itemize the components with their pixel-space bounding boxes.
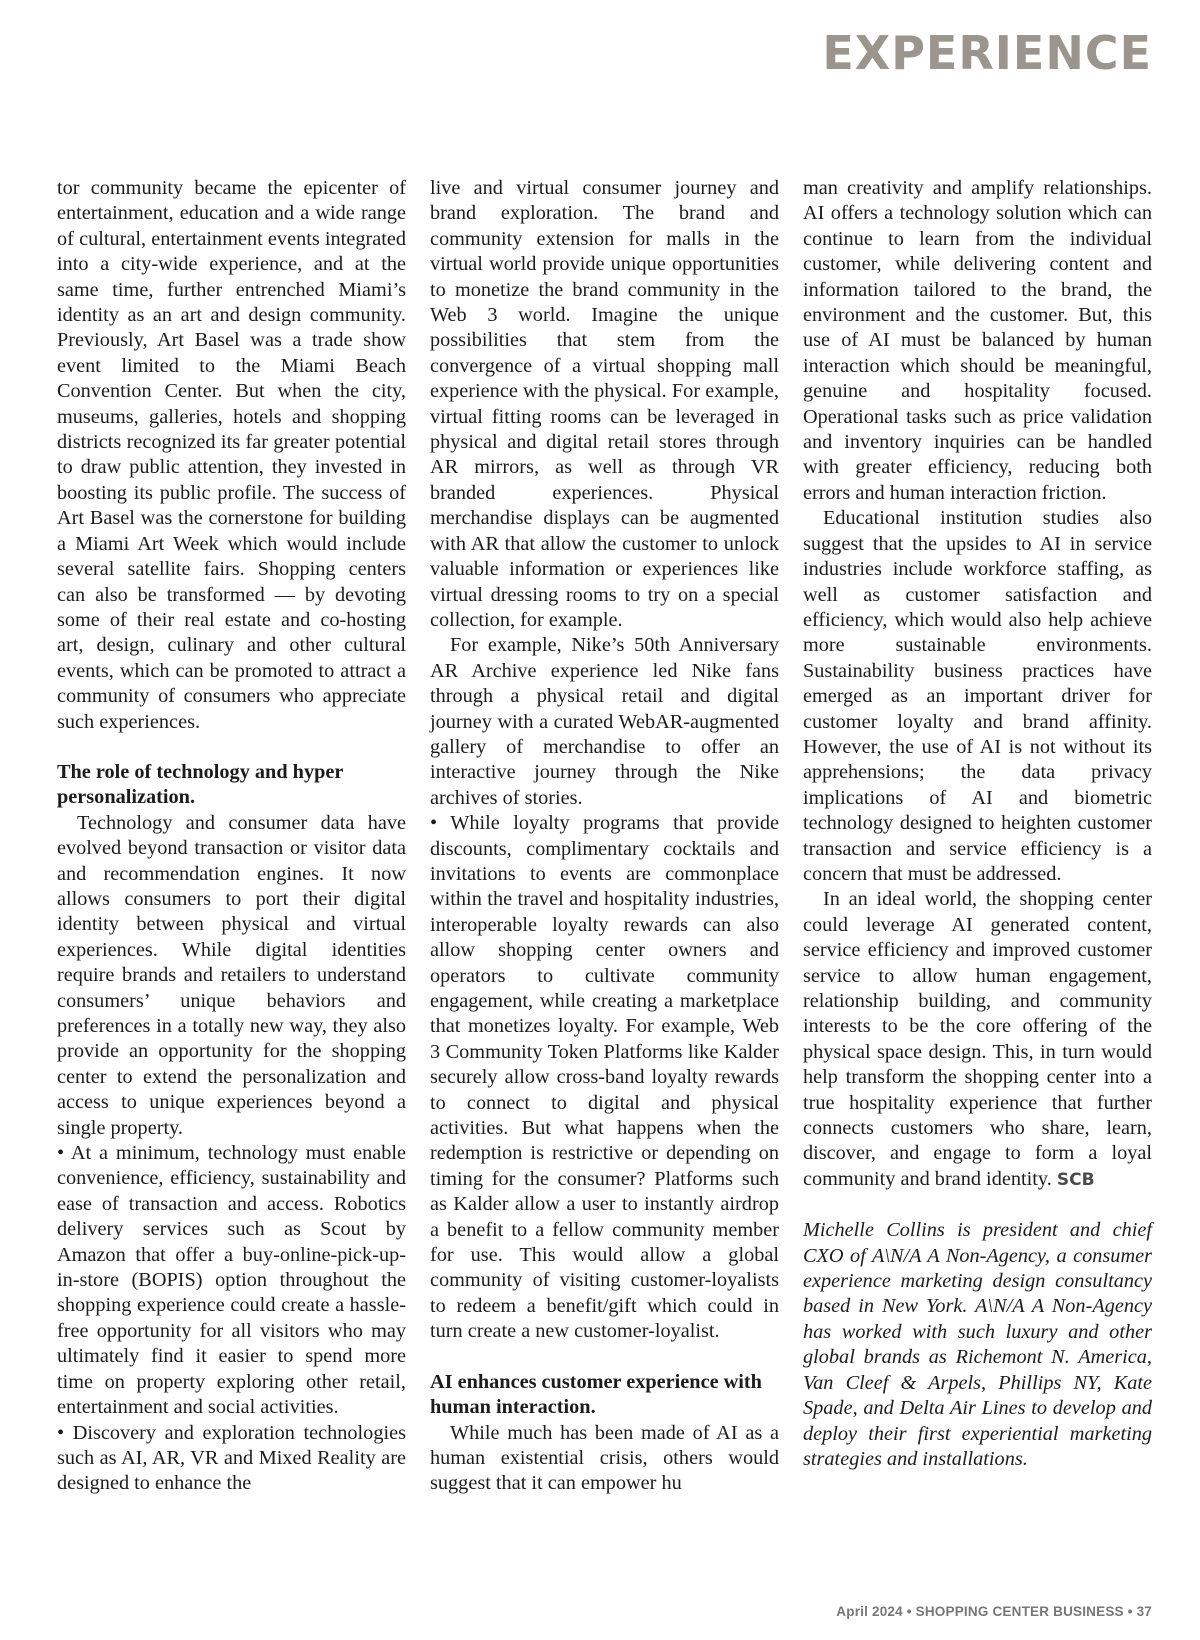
spacer	[430, 1345, 779, 1370]
column-3	[803, 176, 1152, 1566]
paragraph: live and virtual consumer journey and brand exploration. The brand and community extension for malls in the virtual world provide unique opportunities to monetize the brand community in the Web 3 world. Imagine the unique possibilities that stem from the convergence of a virtual shopping mall experience with the physical. For example, virtual fitting rooms can be leveraged in physical and digital retail stores through AR mirrors, as well as through VR branded experiences. Physical merchandise displays can be augmented with AR that allow the customer to unlock valuable information or experiences like virtual dressing rooms to try on a special collection, for example.	[430, 177, 779, 631]
paragraph: man creativity and amplify relationships. AI offers a technology solution which can continue to learn from the individual customer, while delivering content and information tailored to the brand, the environment and the customer. But, this use of AI must be balanced by human interaction which should be meaningful, genuine and hospitality focused. Operational tasks such as price validation and inventory inquiries can be handled with greater efficiency, reducing both errors and human interaction friction.	[803, 177, 1152, 504]
paragraph: While much has been made of AI as a human existential crisis, others would suggest that it can empower hu	[430, 1421, 779, 1495]
paragraph: tor community became the epicenter of entertainment, education and a wide range of cultural, entertainment events integrated into a city-wide experience, and at the same time, further entrenched Miami’s identity as an art and design community. Previously, Art Basel was a trade show event limited to the Miami Beach Convention Center. But when the city, museums, galleries, hotels and shopping districts recognized its far greater potential to draw public attention, they invested in boosting its public profile. The success of Art Basel was the cornerstone for building a Miami Art Week which would include several satellite fairs. Shopping centers can also be transformed — by devoting some of their real estate and co-hosting art, design, culinary and other cultural events, which can be promoted to attract a community of consumers who appreciate such experiences.	[57, 177, 406, 733]
page-footer: April 2024 • SHOPPING CENTER BUSINESS • 37	[836, 1604, 1152, 1619]
paragraph: For example, Nike’s 50th Anniversary AR Archive experience led Nike fans through a physical retail and digital journey with a curated WebAR-augmented gallery of merchandise to offer an interactive journey through the Nike archives of stories.	[430, 634, 779, 809]
bullet-item: • While loyalty programs that provide discounts, complimentary cocktails and invitations to events are commonplace within the travel and hospitality industries, interoperable loyalty rewards can also allow shopping center owners and operators to cultivate community engagement, while creating a marketplace that monetizes loyalty. For example, Web 3 Community Token Platforms like Kalder securely allow cross-band loyalty rewards to connect to digital and physical activities. But what happens when the redemption is restrictive or depending on timing for the consumer? Platforms such as Kalder allow a user to instantly airdrop a benefit to a fellow community member for use. This would allow a global community of visiting customer-loyalists to redeem a benefit/gift which could in turn create a new customer-loyalist.	[430, 812, 779, 1343]
paragraph	[803, 887, 1152, 1193]
spacer	[57, 735, 406, 760]
paragraph: Educational institution studies also suggest that the upsides to AI in service industries include workforce staffing, as well as customer satisfaction and efficiency, which would also help achieve more sustainable environments. Sustainability business practices have emerged as an important driver for customer loyalty and brand affinity. However, the use of AI is not without its apprehensions; the data privacy implications of AI and biometric technology designed to heighten customer transaction and service efficiency is a concern that must be addressed.	[803, 507, 1152, 885]
spacer	[803, 1193, 1152, 1218]
section-label: EXPERIENCE	[822, 26, 1152, 80]
scb-signoff: SCB	[1056, 1169, 1095, 1190]
column-1	[57, 176, 406, 1566]
author-bio: Michelle Collins is president and chief CXO of A\N/A A Non-Agency, a consumer experience marketing design consultancy based in New York. A\N/A A Non-Agency has worked with such luxury and other global brands as Richemont N. America, Van Cleef & Arpels, Phillips NY, Kate Spade, and Delta Air Lines to develop and deploy their first experiential marketing strategies and installations.	[803, 1219, 1152, 1470]
paragraph-text: In an ideal world, the shopping center could leverage AI generated content, service efficiency and improved customer service to allow human engagement, relationship building, and community interests to be the core offering of the physical space design. This, in turn would help transform the shopping center into a true hospitality experience that further connects customers who share, learn, discover, and engage to form a loyal community and brand identity.	[803, 888, 1152, 1190]
bullet-item: • Discovery and exploration technologies such as AI, AR, VR and Mixed Reality are designed to enhance the	[57, 1421, 406, 1495]
paragraph: Technology and consumer data have evolved beyond transaction or visitor data and recommendation engines. It now allows consumers to port their digital identity between physical and virtual experiences. While digital identities require brands and retailers to understand consumers’ unique behaviors and preferences in a totally new way, they also provide an opportunity for the shopping center to extend the personalization and access to unique experiences beyond a single property.	[57, 811, 406, 1139]
subheading-ai: AI enhances customer experience with human interaction.	[430, 1370, 762, 1419]
bullet-item: • At a minimum, technology must enable convenience, efficiency, sustainability and ease of transaction and access. Robotics delivery services such as Scout by Amazon that offer a buy-online-pick-up-in-store (BOPIS) option throughout the shopping experience could create a hassle-free opportunity for all visitors who may ultimately find it easier to spend more time on property exploring other retail, entertainment and social activities.	[57, 1142, 406, 1419]
column-2	[430, 176, 779, 1566]
article-body	[57, 176, 1152, 1566]
subheading-technology: The role of technology and hyper personalization.	[57, 760, 344, 809]
